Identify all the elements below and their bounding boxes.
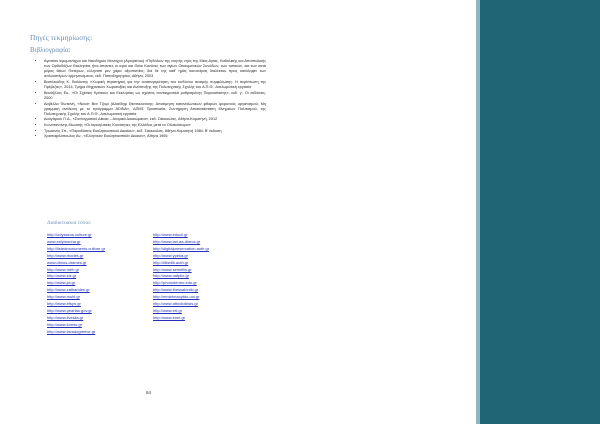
website-link[interactable]: http://www.zatharides.gr <box>47 287 90 293</box>
website-link[interactable]: http://lllbwllb.auth.gr <box>153 259 189 265</box>
link-item <box>47 253 105 260</box>
link-item <box>153 308 209 315</box>
link-item <box>153 246 209 253</box>
website-link[interactable]: http://www.thessaloniki.gr <box>153 287 199 293</box>
website-link[interactable]: http://www.lavadogreece.gr <box>47 328 96 334</box>
website-link[interactable]: http://www.nafplio.gr <box>153 273 190 279</box>
website-link[interactable]: http://www.jct.gr <box>47 280 76 286</box>
website-links-left <box>47 232 105 336</box>
website-link[interactable]: http://www.kis.gr <box>47 273 77 279</box>
link-item <box>153 253 209 260</box>
link-item <box>47 308 105 315</box>
link-item <box>153 239 209 246</box>
link-item <box>47 301 105 308</box>
website-link[interactable]: http://www.ypeka.gr <box>153 252 188 258</box>
reference-item: • Τρωιανός Σπ., «Παραδόσεις Εκκλησιαστικού Δικαίου», εκδ. Σάκκουλας, Αθήνα-Κομοτηνή 1984, Β' έκδοση <box>44 129 266 134</box>
website-link[interactable]: http://www.kornis.gr <box>47 321 82 327</box>
link-item <box>47 260 105 267</box>
link-item <box>47 267 105 274</box>
website-link[interactable]: http://photodentro.edu.gr <box>153 280 197 286</box>
link-item <box>47 287 105 294</box>
link-item <box>153 294 209 301</box>
website-link[interactable]: http://www.semellis.gr <box>153 266 192 272</box>
website-link[interactable]: www.dimos-drames.gr <box>47 259 87 265</box>
link-item <box>47 239 105 246</box>
websites-heading: Διαδικτυακοί τόποι: <box>47 220 92 226</box>
link-item <box>47 315 105 322</box>
link-item <box>47 294 105 301</box>
website-link[interactable]: http://www.efsyn.gr <box>47 301 81 307</box>
sources-heading: Πηγές τεκμηρίωσης: <box>30 33 93 42</box>
reference-item: • Βασιλειάδης Κ. Βαλάντης «Χωρική στρατηγική για την ανασυγκρότηση του κινδύνου σεισμής συμφιλίωσης: Η περίπτωση της Πρέβεζας», 2014, Τμήμα Μηχανικών Χωροταξίας και Ανάπτυξης της Πολυτεχνικής Σχολής του Α.Π.Θ., Διπλωματική εργασία <box>44 80 266 90</box>
website-link[interactable]: http://www.lari.aa-dimos.gr <box>153 238 201 244</box>
website-link[interactable]: http://listedmonuments.culture.gr <box>47 245 106 251</box>
website-link[interactable]: http://mmbhnacptdo.uoi.gr <box>153 294 200 300</box>
reference-item: • Δαυγάριου Π.Δ., «Συνταγματικό Δίκαιο – Ατομικά Δικαιώματα», εκδ. Σάκκουλας, Αθήνα-Κομοτηνή, 2012 <box>44 117 266 122</box>
link-item <box>153 301 209 308</box>
website-link[interactable]: http://www.meh.gr <box>47 266 80 272</box>
teal-side-panel <box>476 0 600 424</box>
link-item <box>47 329 105 336</box>
link-item <box>153 260 209 267</box>
bibliography-heading: Βιβλιογραφία: <box>30 46 71 54</box>
link-item <box>47 322 105 329</box>
website-links-right <box>153 232 209 322</box>
link-item <box>153 280 209 287</box>
reference-item: • Κωνσταντίνης Μωυσής «Οι Ισραηλιτικές Κοινότητες της Ελλάδος μετά το Ολοκαύτωμα» <box>44 123 266 128</box>
website-link[interactable]: http://www.liveslia.gr <box>47 314 84 320</box>
link-item <box>47 246 105 253</box>
website-link[interactable]: http://www.ert.gr <box>153 307 182 313</box>
website-link[interactable]: http://www.enet.gr <box>153 314 186 320</box>
website-link[interactable]: http://www.rhodes.gr <box>47 252 84 258</box>
link-item <box>153 287 209 294</box>
link-item <box>47 273 105 280</box>
website-link[interactable]: http://odysseus.culture.gr <box>47 232 92 237</box>
link-item <box>153 273 209 280</box>
page-number: 84 <box>146 390 152 395</box>
website-link[interactable]: http://www.muhi.gr <box>47 294 80 300</box>
reference-item: • Χριστοφιλόπουλος Αν., «Ελληνικόν Εκκλησιαστικόν Δίκαιον», Αθήνα 1965 <box>44 134 266 139</box>
website-link[interactable]: http://www.peartas.gov.gr <box>47 307 92 313</box>
link-item <box>153 315 209 322</box>
bibliography-list <box>30 59 266 140</box>
website-link[interactable]: http://digitalpreservation.auth.gr <box>153 245 210 251</box>
website-link[interactable]: http://www.educll.gr <box>153 232 188 237</box>
reference-item: • Αγαπίου Ιερομονάχου και Νικοδήμου Μοναχού (Αγιορείτου) «Πηδάλιον της νοητής νηός της Μιας Αγίας, Καθολικής και Αποστολικής των Ορθοδόξων Εκκλησίας ήτοι άπαντες οι ιεροί και Θείοι Κανόνες των αγίων Οικουμενικών Συνόδων, των τοπικών, και των κατά μέρος θείων Πατέρων, ελληνιστί μεν χάριν αξιοπιστίας, διά δε της καθ' ημάς κοινοτέρας διαλέκτου προς κατάληψιν των απλουστέρων ερμηνευόμενοι, εκδ. Παπαδημητρίου, Αθήνα, 2003 <box>44 59 266 79</box>
reference-item: • Βανάζέλος Ευ., «Οι Σχέσεις Κράτους και Εκκλησίας ως σχέσεις συνταγματικά ρυθμισμένης Παρουσίασης», εκδ. γ', Οι εκδόσεις, 2000 <box>44 91 266 101</box>
reference-item: • Δαβέλλα Φωτεινή, «Ναοί» Βεν Τζαμί (Αλαέδηφ Θεσσαλονίκης: Αποτίμηση καταναλωτικών φθορών φορονούς οργανισμού, Μη γραμμική ανάλυση με το πρόγραμμα ADINA», ΔΠΜΣ Προστασία, Συντήρηση Αποκατάσταση Μνημείων Πολιτισμού, της Πολυτεχνικής Σχολής του Α.Π.Θ., Διπλωματική εργασία <box>44 102 266 117</box>
link-item <box>47 280 105 287</box>
link-item <box>153 267 209 274</box>
link-item <box>153 232 209 239</box>
website-link[interactable]: www.xstymonha.gr <box>47 238 81 244</box>
website-link[interactable]: http://www.aftodioikisis.gr <box>153 301 198 307</box>
link-item <box>47 232 105 239</box>
